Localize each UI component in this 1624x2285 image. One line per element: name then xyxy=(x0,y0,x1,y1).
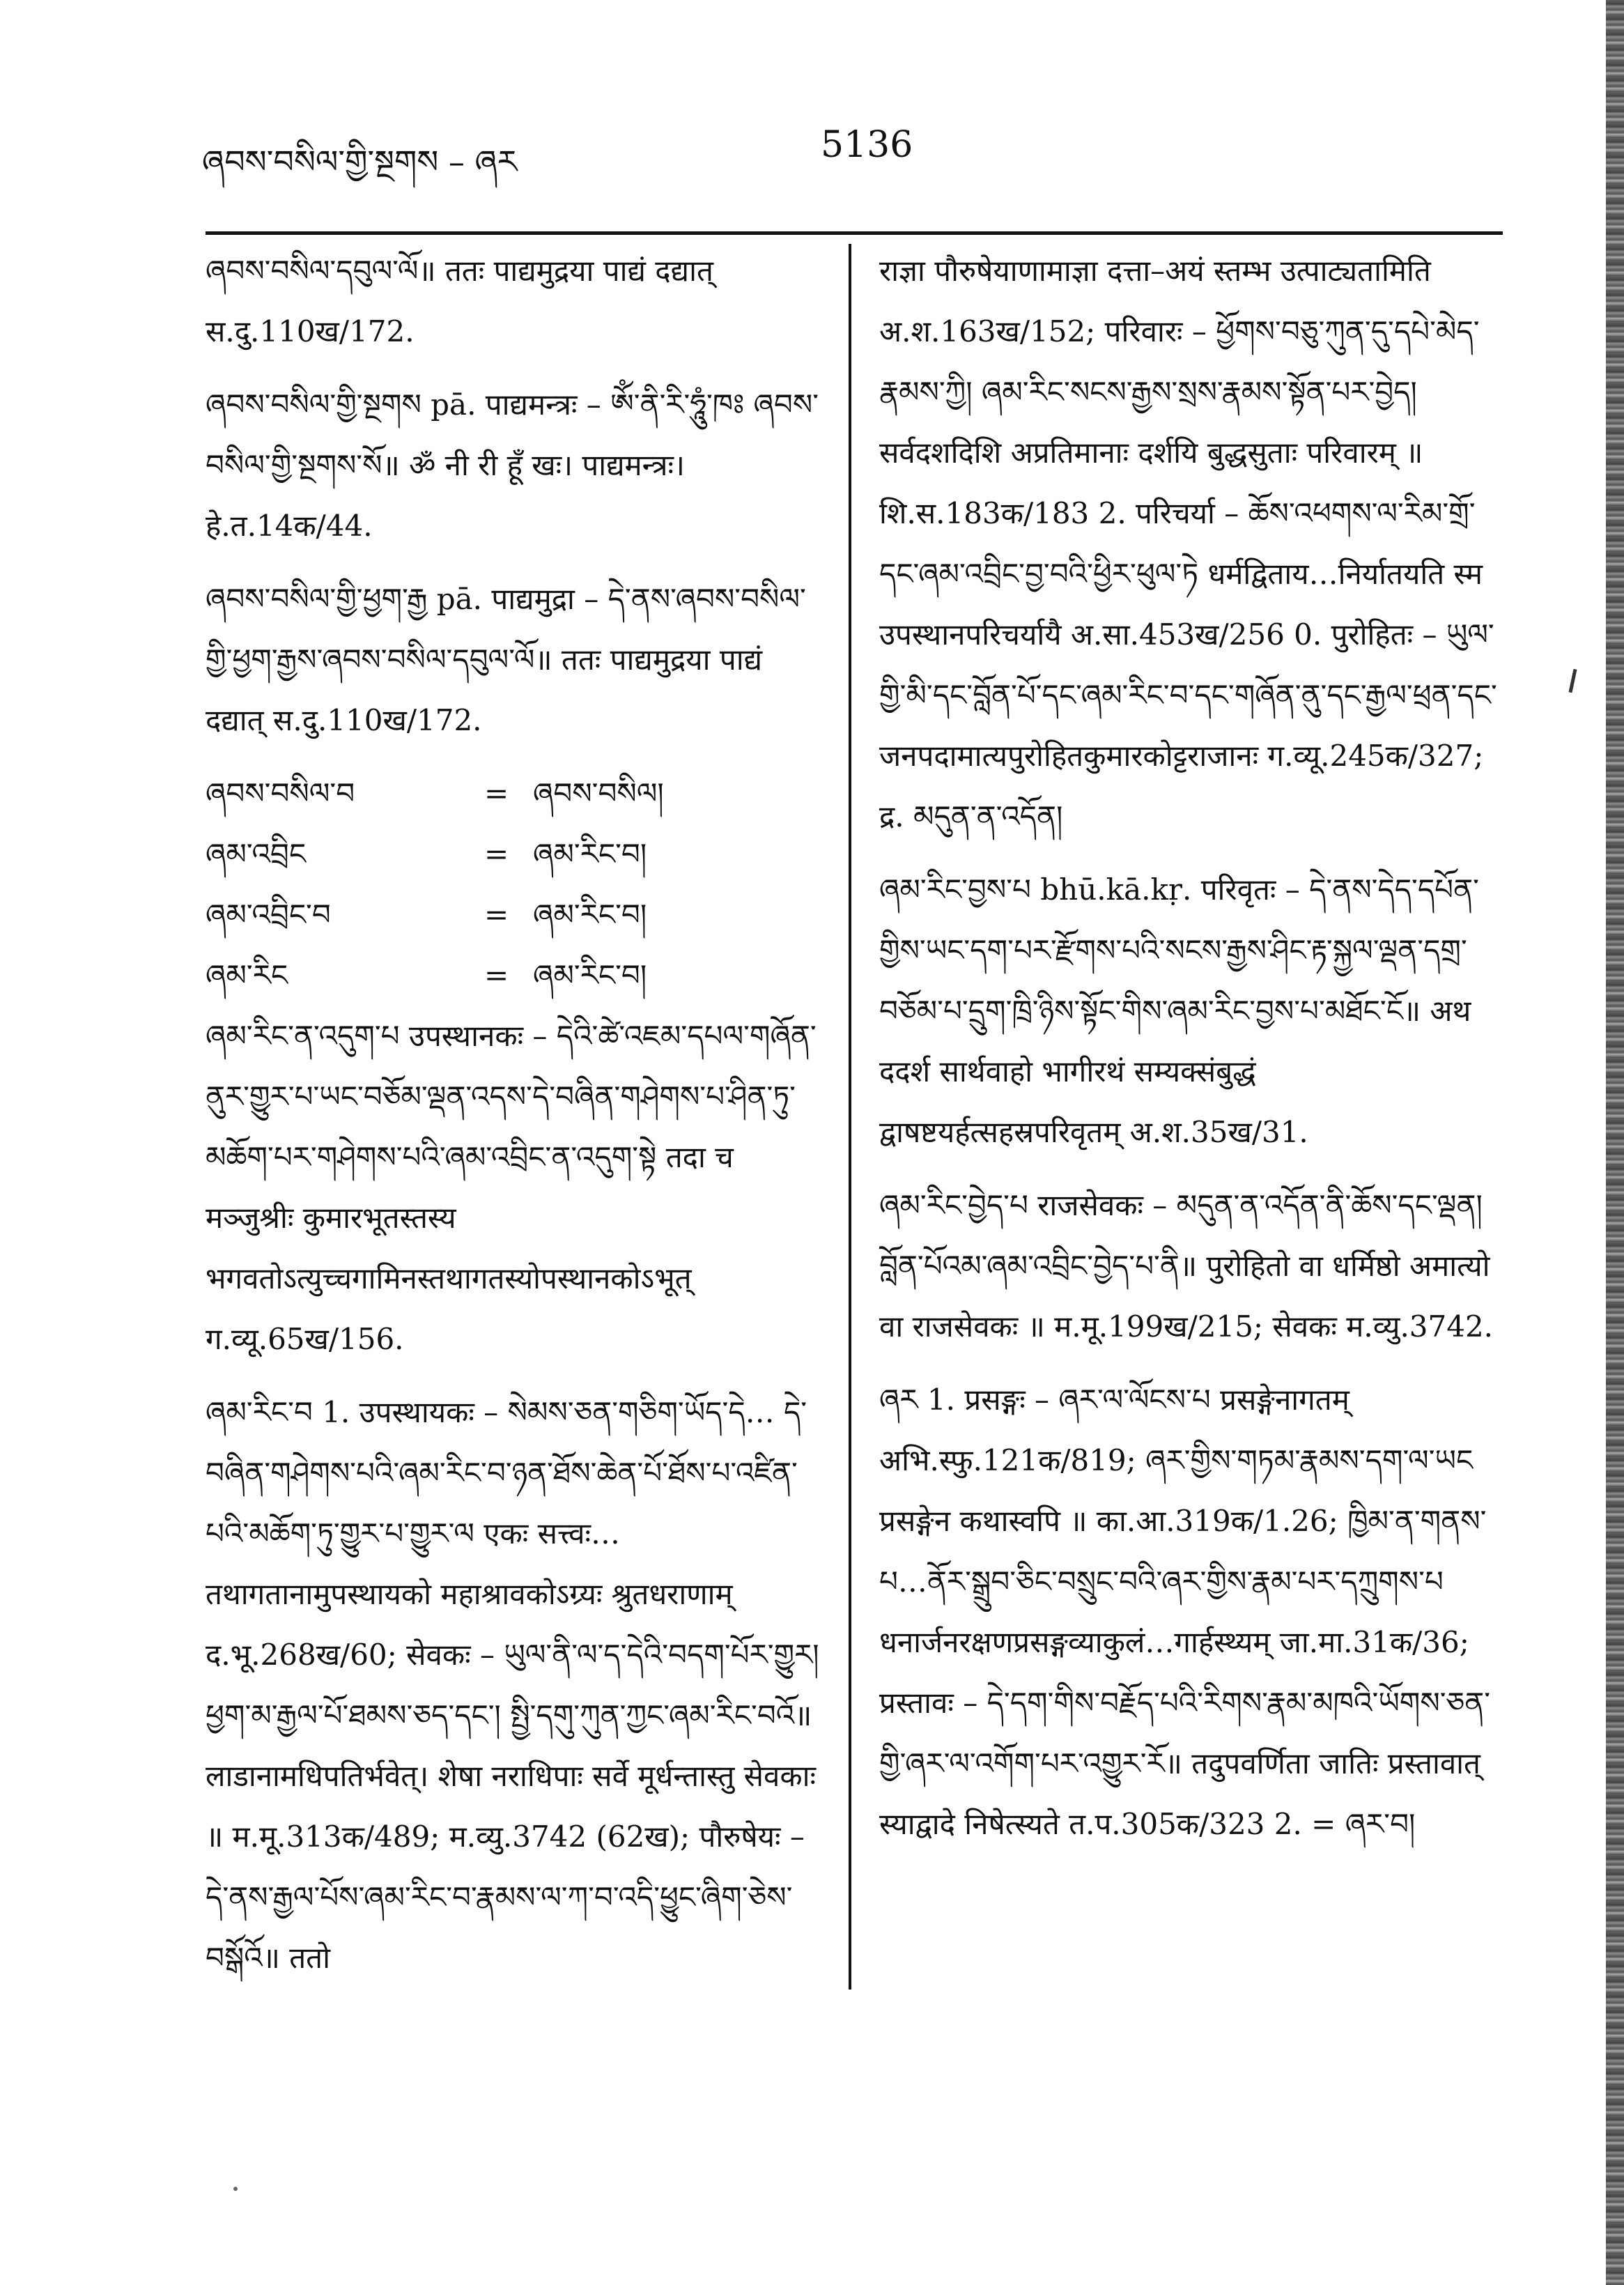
xref-target: ཞམ་རིང་བ། xyxy=(533,958,647,992)
dictionary-entry: ཞམ་རིང་བྱེད་པ राजसेवकः – མདུན་ན་འདོན་ནི་ཆོས་དང་ལྡན། བློན་པོའམ་ཞམ་འབྲིང་བྱེད་པ་ནི॥ पुरोहितो वा धर्मिष्ठो अमात्यो वा राजसेवकः ॥ म.मू.199ख/215; सेवकः म.व्यु.3742. xyxy=(879,1188,1494,1344)
header-rule xyxy=(206,231,1503,235)
xref-equals: = xyxy=(484,837,509,871)
xref-term: ཞམ་འབྲིང་བ xyxy=(206,898,331,932)
dictionary-entry: ཞམ་རིང་བྱས་པ bhū.kā.kṛ. परिवृतः – དེ་ནས་དེད་དཔོན་གྱིས་ཡང་དག་པར་རྫོགས་པའི་སངས་རྒྱས་ཤིང་རྟ་སྐྱལ་ལྡན་དགྲ་བཅོམ་པ་དྲུག་ཁྲི་ཉིས་སྟོང་གིས་ཞམ་རིང་བྱས་པ་མཐོང་ངོ॥ अथ ददर्श सार्थवाहो भागीरथं सम्यक्संबुद्धं द्वाषष्टयर्हत्सहस्रपरिवृतम् अ.श.35ख/31. xyxy=(879,872,1479,1149)
xref-term: ཞམ་འབྲིང xyxy=(206,837,307,871)
dictionary-entry: ཞམ་རིང་བ 1. उपस्थायकः – སེམས་ཅན་གཅིག་ཡོད་དེ… དེ་བཞིན་གཤེགས་པའི་ཞམ་རིང་བ་ཉན་ཐོས་ཆེན་པོ་ཐོས་པ་འཛིན་པའི་མཆོག་ཏུ་གྱུར་པ་གྱུར་ལ एकः सत्त्वः… तथागतानामुपस्थायको महाश्रावकोऽग्र्यः श्रुतधराणाम् द.भू.268ख/60; सेवकः – ཡུལ་ནི་ལ་ད་དེའི་བདག་པོར་གྱུར། ཕྱག་མ་རྒྱལ་པོ་ཐམས་ཅད་དང་། སྤྱི་དགུ་ཀུན་ཀྱང་ཞམ་རིང་བའོ॥ लाडानामधिपतिर्भवेत्। शेषा नराधिपाः सर्वे मूर्धन्तास्तु सेवकाः ॥ म.मू.313क/489; म.व्यु.3742 (62ख); पौरुषेयः – དེ་ནས་རྒྱལ་པོས་ཞམ་རིང་བ་རྣམས་ལ་ཀ་བ་འདི་ཕྱུང་ཞིག་ཅེས་བསྒོའོ॥ ततो xyxy=(206,1395,819,1975)
page-number: 5136 xyxy=(821,124,913,166)
xref-equals: = xyxy=(484,898,509,932)
xref-target: ཞམ་རིང་བ། xyxy=(533,898,647,932)
cross-reference xyxy=(206,945,826,1006)
dictionary-entry: ཞར 1. प्रसङ्गः – ཞར་ལ་ལོངས་པ प्रसङ्गेनागतम् अभि.स्फु.121क/819; ཞར་གྱིས་གཏམ་རྣམས་དག་ལ་ཡང प्रसङ्गेन कथास्वपि ॥ का.आ.319क/1.26; ཁྱིམ་ན་གནས་པ…ནོར་སྒྲུབ་ཅིང་བསྲུང་བའི་ཞར་གྱིས་རྣམ་པར་དཀྲུགས་པ धनार्जनरक्षणप्रसङ्गव्याकुलं…गार्हस्थ्यम् जा.मा.31क/36; प्रस्तावः – དེ་དག་གིས་བརྗོད་པའི་རིགས་རྣམ་མཁའི་ཡོགས་ཅན་གྱི་ཞར་ལ་འགོག་པར་འགྱུར་རོ॥ तदुपवर्णिता जातिः प्रस्तावात् स्याद्वादे निषेत्स्यते त.प.305क/323 2. = ཞར་བ། xyxy=(879,1383,1491,1841)
running-head: ཞབས་བསིལ་གྱི་སྔགས – ཞར xyxy=(202,143,518,180)
xref-term: ཞབས་བསིལ་བ xyxy=(206,776,355,810)
dictionary-entry: ཞབས་བསིལ་གྱི་སྔགས pā. पाद्यमन्त्रः – ཨོཾ་ནི་རི་ཧཱུཾ་ཁཿ ཞབས་བསིལ་གྱི་སྔགས་སོ॥ ॐ नी री हूँ खः। पाद्यमन्त्रः। हे.त.14क/44. xyxy=(206,387,819,543)
left-column xyxy=(206,240,826,2001)
right-column xyxy=(879,240,1506,1867)
cross-reference xyxy=(206,884,826,945)
dictionary-entry: ཞམ་རིང་ན་འདུག་པ उपस्थानकः – དེའི་ཚེ་འཇམ་དཔལ་གཞོན་ནུར་གྱུར་པ་ཡང་བཅོམ་ལྡན་འདས་དེ་བཞིན་གཤེགས་པ་ཤིན་ཏུ་མཆོག་པར་གཤེགས་པའི་ཞམ་འབྲིང་ན་འདུག་སྟེ तदा च मञ्जुश्रीः कुमारभूतस्तस्य भगवतोऽत्युच्चगामिनस्तथागतस्योपस्थानकोऽभूत् ग.व्यू.65ख/156. xyxy=(206,1019,817,1356)
cross-reference xyxy=(206,824,826,884)
cross-reference xyxy=(206,763,826,824)
xref-term: ཞམ་རིང xyxy=(206,958,288,992)
xref-equals: = xyxy=(484,958,509,992)
xref-equals: = xyxy=(484,776,509,810)
xref-target: ཞབས་བསིལ། xyxy=(533,776,664,810)
dictionary-entry: ཞབས་བསིལ་གྱི་ཕྱག་རྒྱ pā. पाद्यमुद्रा – དེ་ནས་ཞབས་བསིལ་གྱི་ཕྱག་རྒྱས་ཞབས་བསིལ་དབུལ་ལོ॥ ततः पाद्यमुद्रया पाद्यं दद्यात् स.दु.110ख/172. xyxy=(206,582,806,737)
stray-dot xyxy=(233,2187,238,2191)
dictionary-entry: राज्ञा पौरुषेयाणामाज्ञा दत्ता–अयं स्तम्भ उत्पाट्यतामिति अ.श.163ख/152; परिवारः – ཕྱོགས་བཅུ་ཀུན་དུ་དཔེ་མེད་རྣམས་ཀྱི། ཞམ་རིང་སངས་རྒྱས་སྲས་རྣམས་སྟོན་པར་བྱེད། सर्वदशदिशि अप्रतिमानाः दर्शयि बुद्धसुताः परिवारम् ॥ शि.स.183क/183 2. परिचर्या – ཆོས་འཕགས་ལ་རིམ་གྲོ་དང་ཞམ་འབྲིང་བྱ་བའི་ཕྱིར་ཕུལ་ཏེ धर्मद्विताय…निर्यातयति स्म उपस्थानपरिचर्यायै अ.सा.453ख/256 0. पुरोहितः – ཡུལ་གྱི་མི་དང་བློན་པོ་དང་ཞམ་རིང་བ་དང་གཞོན་ནུ་དང་རྒྱལ་ཕྲན་དང་ जनपदामात्यपुरोहितकुमारकोट्टराजानः ग.व्यू.245क/327; द्र. མདུན་ན་འདོན། xyxy=(879,254,1497,833)
column-divider xyxy=(849,244,851,1990)
xref-target: ཞམ་རིང་བ། xyxy=(533,837,647,871)
dictionary-entry: ཞབས་བསིལ་དབུལ་ལོ॥ ततः पाद्यमुद्रया पाद्यं दद्यात् स.दु.110ख/172. xyxy=(206,254,713,348)
scan-edge-strip xyxy=(1606,0,1624,2285)
stray-mark xyxy=(1569,669,1577,693)
